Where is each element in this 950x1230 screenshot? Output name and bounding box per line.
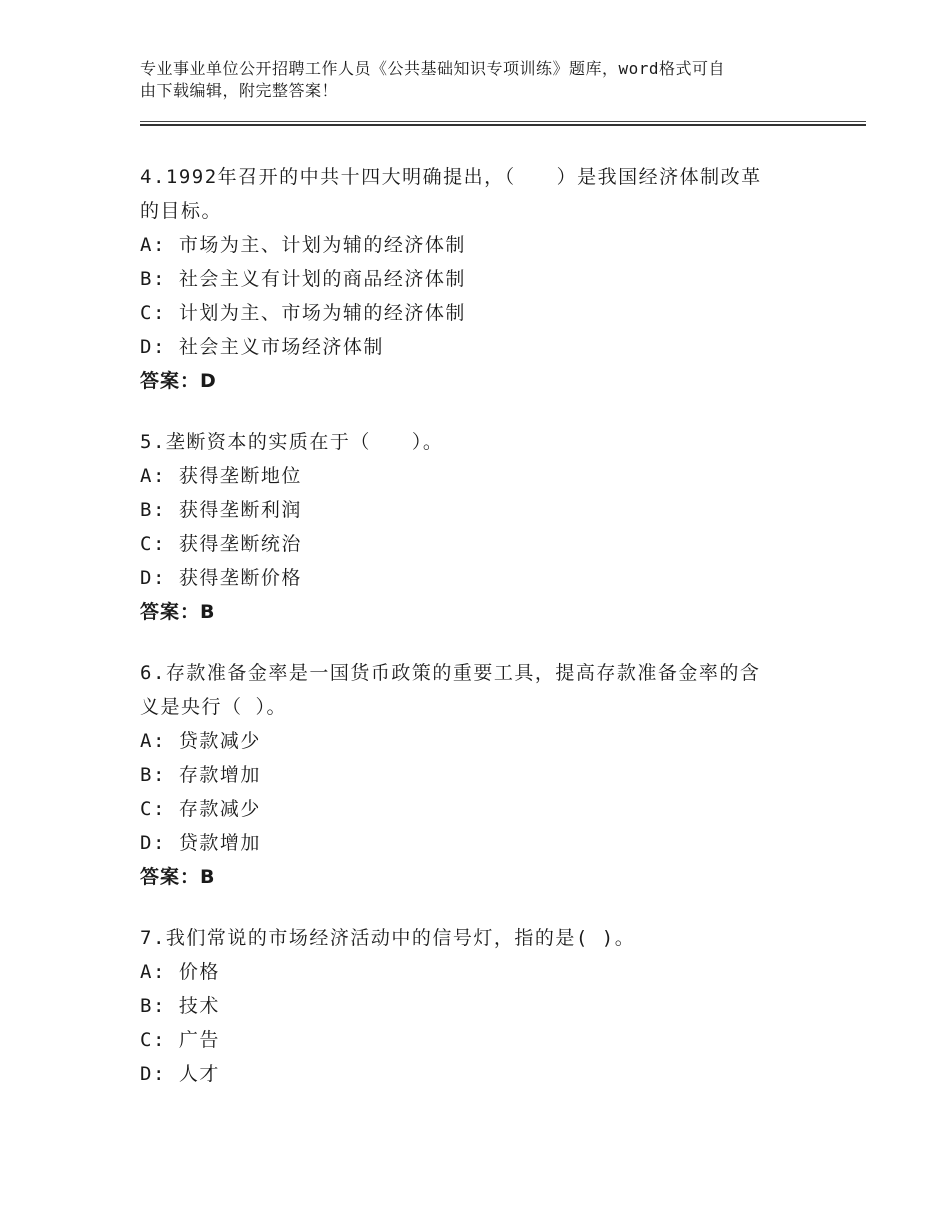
option-d: D: 人才 [140,1063,220,1085]
option-c: C: 存款减少 [140,798,261,820]
question-5 [140,425,810,629]
option-a: A: 贷款减少 [140,730,261,752]
header-divider-thick [140,124,866,126]
option-c: C: 获得垄断统治 [140,533,302,555]
question-list [140,160,810,1118]
question-6 [140,656,810,894]
option-a: A: 获得垄断地位 [140,465,302,487]
question-stem: 7.我们常说的市场经济活动中的信号灯，指的是( )。 [140,927,636,949]
option-a: A: 价格 [140,961,220,983]
header-line-1: 专业事业单位公开招聘工作人员《公共基础知识专项训练》题库，word格式可自 [140,59,726,78]
question-stem: 4.1992年召开的中共十四大明确提出，（ ）是我国经济体制改革 [140,166,762,188]
header-line-2: 由下载编辑，附完整答案！ [140,81,339,100]
option-a: A: 市场为主、计划为辅的经济体制 [140,234,466,256]
option-b: B: 技术 [140,995,220,1017]
option-d: D: 获得垄断价格 [140,567,302,589]
answer: 答案：B [140,866,216,888]
header-divider-thin [140,121,866,122]
answer: 答案：D [140,370,217,392]
question-7 [140,921,810,1091]
option-c: C: 广告 [140,1029,220,1051]
option-b: B: 获得垄断利润 [140,499,302,521]
answer: 答案：B [140,601,216,623]
question-4 [140,160,810,398]
question-stem-continued: 义是央行（ ）。 [140,696,287,718]
option-b: B: 社会主义有计划的商品经济体制 [140,268,466,290]
option-d: D: 社会主义市场经济体制 [140,336,384,358]
question-stem: 5.垄断资本的实质在于（ ）。 [140,431,444,453]
question-stem-continued: 的目标。 [140,200,223,222]
option-b: B: 存款增加 [140,764,261,786]
document-header [140,58,800,102]
question-stem: 6.存款准备金率是一国货币政策的重要工具，提高存款准备金率的含 [140,662,761,684]
option-c: C: 计划为主、市场为辅的经济体制 [140,302,466,324]
option-d: D: 贷款增加 [140,832,261,854]
